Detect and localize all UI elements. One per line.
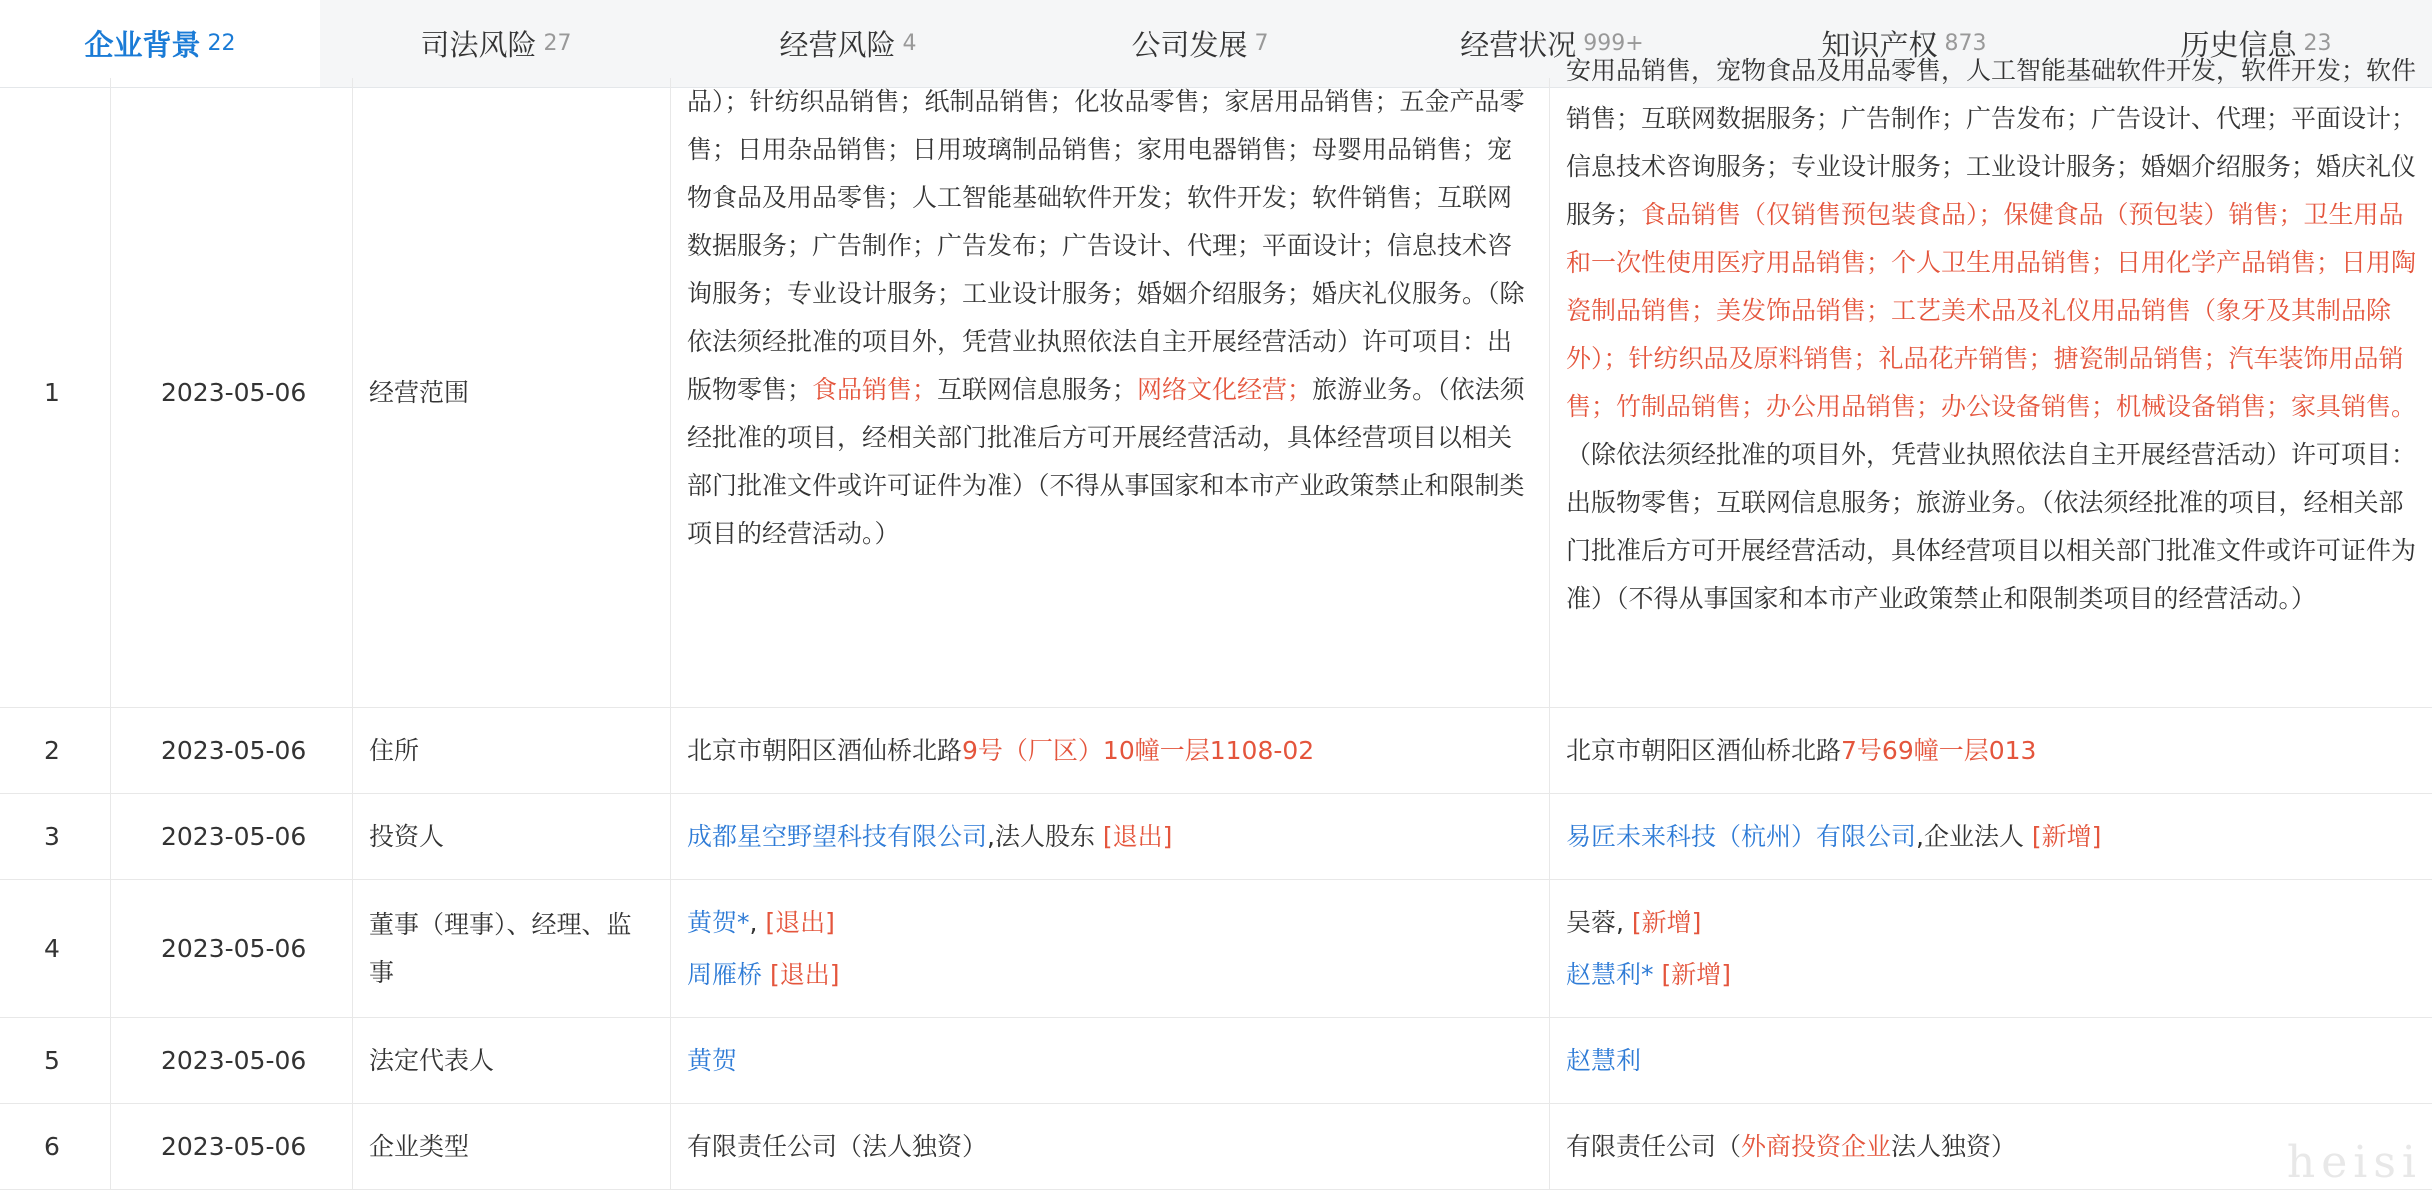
tab-company-development[interactable]: [1024, 0, 1376, 87]
highlight-change: 食品销售；: [812, 375, 938, 404]
before-change-cell: [670, 1018, 1549, 1103]
before-change-cell: [670, 708, 1549, 793]
change-date: 2023-05-06: [161, 933, 307, 963]
before-change-cell: [670, 78, 1549, 707]
person-link[interactable]: 赵慧利*: [1566, 959, 1654, 989]
change-field: 法定代表人: [369, 1045, 495, 1075]
person-name: 吴蓉: [1566, 907, 1617, 937]
row-index: 2: [44, 735, 60, 765]
highlight-change: 食品销售（仅销售预包装食品）；保健食品（预包装）销售；卫生用品和一次性使用医疗用品销售；个人卫生用品销售；日用化学产品销售；日用陶瓷制品销售；美发饰品销售；工艺美术品及礼仪用品销售（象牙及其制品除外）；针纺织品及原料销售；礼品花卉销售；搪瓷制品销售；汽车装饰用品销售；竹制品销售；办公用品销售；办公设备销售；机械设备销售；家具销售。: [1566, 200, 2417, 421]
tab-label: 经营状况: [1460, 28, 1577, 62]
change-date: 2023-05-06: [161, 377, 307, 407]
after-change-cell: [1549, 1018, 2432, 1103]
change-field: 住所: [369, 735, 420, 765]
row-index: 1: [44, 377, 60, 407]
table-row: [0, 708, 2432, 794]
added-tag: [新增]: [1631, 907, 1702, 937]
tab-count: 999+: [1583, 31, 1644, 56]
row-index: 4: [44, 933, 60, 963]
tab-count: 4: [902, 31, 917, 56]
tab-label: 公司发展: [1131, 28, 1248, 62]
added-tag: [新增]: [1661, 959, 1731, 989]
highlight-change: 外商投资企业: [1741, 1131, 1892, 1161]
person-link[interactable]: 赵慧利: [1566, 1045, 1642, 1075]
person-link[interactable]: 周雁桥: [687, 959, 763, 989]
highlight-change: 9号（厂区）10幢一层1108-02: [962, 735, 1315, 765]
tab-label: 企业背景: [84, 28, 201, 62]
exit-tag: [退出]: [765, 907, 835, 937]
tab-label: 经营风险: [779, 28, 896, 62]
tab-enterprise-background[interactable]: [0, 0, 320, 87]
row-index: 6: [44, 1131, 60, 1161]
after-change-cell: [1549, 56, 2432, 707]
person-entry: [687, 949, 839, 1001]
company-link[interactable]: 易匠未来科技（杭州）有限公司: [1566, 821, 1917, 851]
table-row: [0, 1104, 2432, 1190]
added-tag: [新增]: [2031, 821, 2102, 851]
before-change-cell: 成都星空野望科技有限公司,法人股东 [退出]: [670, 794, 1549, 879]
change-field: 董事（理事）、经理、监事: [369, 909, 632, 987]
before-change-text: 有限责任公司（法人独资）: [687, 1131, 988, 1161]
before-change-cell: [670, 880, 1549, 1017]
person-link[interactable]: 黄贺: [687, 1045, 738, 1075]
after-change-cell: [1549, 708, 2432, 793]
tab-count: 873: [1944, 31, 1987, 56]
change-date: 2023-05-06: [161, 821, 307, 851]
tab-count: 27: [543, 31, 572, 56]
person-link[interactable]: 黄贺*: [687, 907, 750, 937]
tab-label: 知识产权: [1821, 28, 1938, 62]
person-entry: 黄贺*, [退出]: [687, 907, 835, 937]
after-change-text: 北京市朝阳区酒仙桥北路7号69幢一层013: [1566, 735, 2037, 765]
tab-count: 23: [2303, 31, 2332, 56]
change-date: 2023-05-06: [161, 1045, 307, 1075]
tab-label: 历史信息: [2180, 28, 2297, 62]
change-date: 2023-05-06: [161, 1131, 307, 1161]
tab-count: 7: [1254, 31, 1269, 56]
table-row: [0, 1018, 2432, 1104]
tab-label: 司法风险: [420, 28, 537, 62]
exit-tag: [退出]: [1102, 821, 1173, 851]
change-date: 2023-05-06: [161, 735, 307, 765]
change-field: 投资人: [369, 821, 445, 851]
after-change-text: 安用品销售，宠物食品及用品零售，人工智能基础软件开发，软件开发；软件销售；互联网数据服务；广告制作；广告发布；广告设计、代理；平面设计；信息技术咨询服务；专业设计服务；工业设计服务；婚姻介绍服务；婚庆礼仪服务；食品销售（仅销售预包装食品）；保健食品（预包装）销售；卫生用品和一次性使用医疗用品销售；个人卫生用品销售；日用化学产品销售；日用陶瓷制品销售；美发饰品销售；工艺美术品及礼仪用品销售（象牙及其制品除外）；针纺织品及原料销售；礼品花卉销售；搪瓷制品销售；汽车装饰用品销售；竹制品销售；办公用品销售；办公设备销售；机械设备销售；家具销售。（除依法须经批准的项目外，凭营业执照依法自主开展经营活动）许可项目：出版物零售；互联网信息服务；旅游业务。（依法须经批准的项目，经相关部门批准后方可开展经营活动，具体经营项目以相关部门批准文件或许可证件为准）（不得从事国家和本市产业政策禁止和限制类项目的经营活动。）: [1566, 56, 2417, 613]
tab-count: 22: [207, 31, 236, 56]
change-field: 企业类型: [369, 1131, 470, 1161]
change-field: 经营范围: [369, 377, 470, 407]
before-change-text: 品）；针纺织品销售；纸制品销售；化妆品零售；家居用品销售；五金产品零售；日用杂品销售；日用玻璃制品销售；家用电器销售；母婴用品销售；宠物食品及用品零售；人工智能基础软件开发；软件开发；软件销售；互联网数据服务；广告制作；广告发布；广告设计、代理；平面设计；信息技术咨询服务；专业设计服务；工业设计服务；婚姻介绍服务；婚庆礼仪服务。（除依法须经批准的项目外，凭营业执照依法自主开展经营活动）许可项目：出版物零售；食品销售；互联网信息服务；网络文化经营；旅游业务。（依法须经批准的项目，经相关部门批准后方可开展经营活动，具体经营项目以相关部门批准文件或许可证件为准）（不得从事国家和本市产业政策禁止和限制类项目的经营活动。）: [687, 87, 1525, 548]
company-link[interactable]: 成都星空野望科技有限公司: [687, 821, 988, 851]
exit-tag: [退出]: [769, 959, 840, 989]
highlight-change: 网络文化经营；: [1137, 375, 1313, 404]
table-row: [0, 880, 2432, 1018]
tab-operating-risk[interactable]: [672, 0, 1024, 87]
table-row: [0, 794, 2432, 880]
row-index: 3: [44, 821, 60, 851]
before-change-text: 北京市朝阳区酒仙桥北路9号（厂区）10幢一层1108-02: [687, 735, 1315, 765]
row-index: 5: [44, 1045, 60, 1075]
table-row: [0, 56, 2432, 708]
highlight-change: 7号69幢一层013: [1841, 735, 2037, 765]
watermark: heisi: [2286, 1137, 2422, 1188]
before-change-cell: [670, 1104, 1549, 1189]
after-change-text: 有限责任公司（外商投资企业法人独资）: [1566, 1131, 2017, 1161]
person-entry: [1566, 949, 1731, 1001]
after-change-cell: [1549, 880, 2432, 1017]
change-record-table: [0, 56, 2432, 1182]
tab-judicial-risk[interactable]: [320, 0, 672, 87]
person-entry: 吴蓉, [新增]: [1566, 907, 1702, 937]
after-change-cell: 易匠未来科技（杭州）有限公司,企业法人 [新增]: [1549, 794, 2432, 879]
